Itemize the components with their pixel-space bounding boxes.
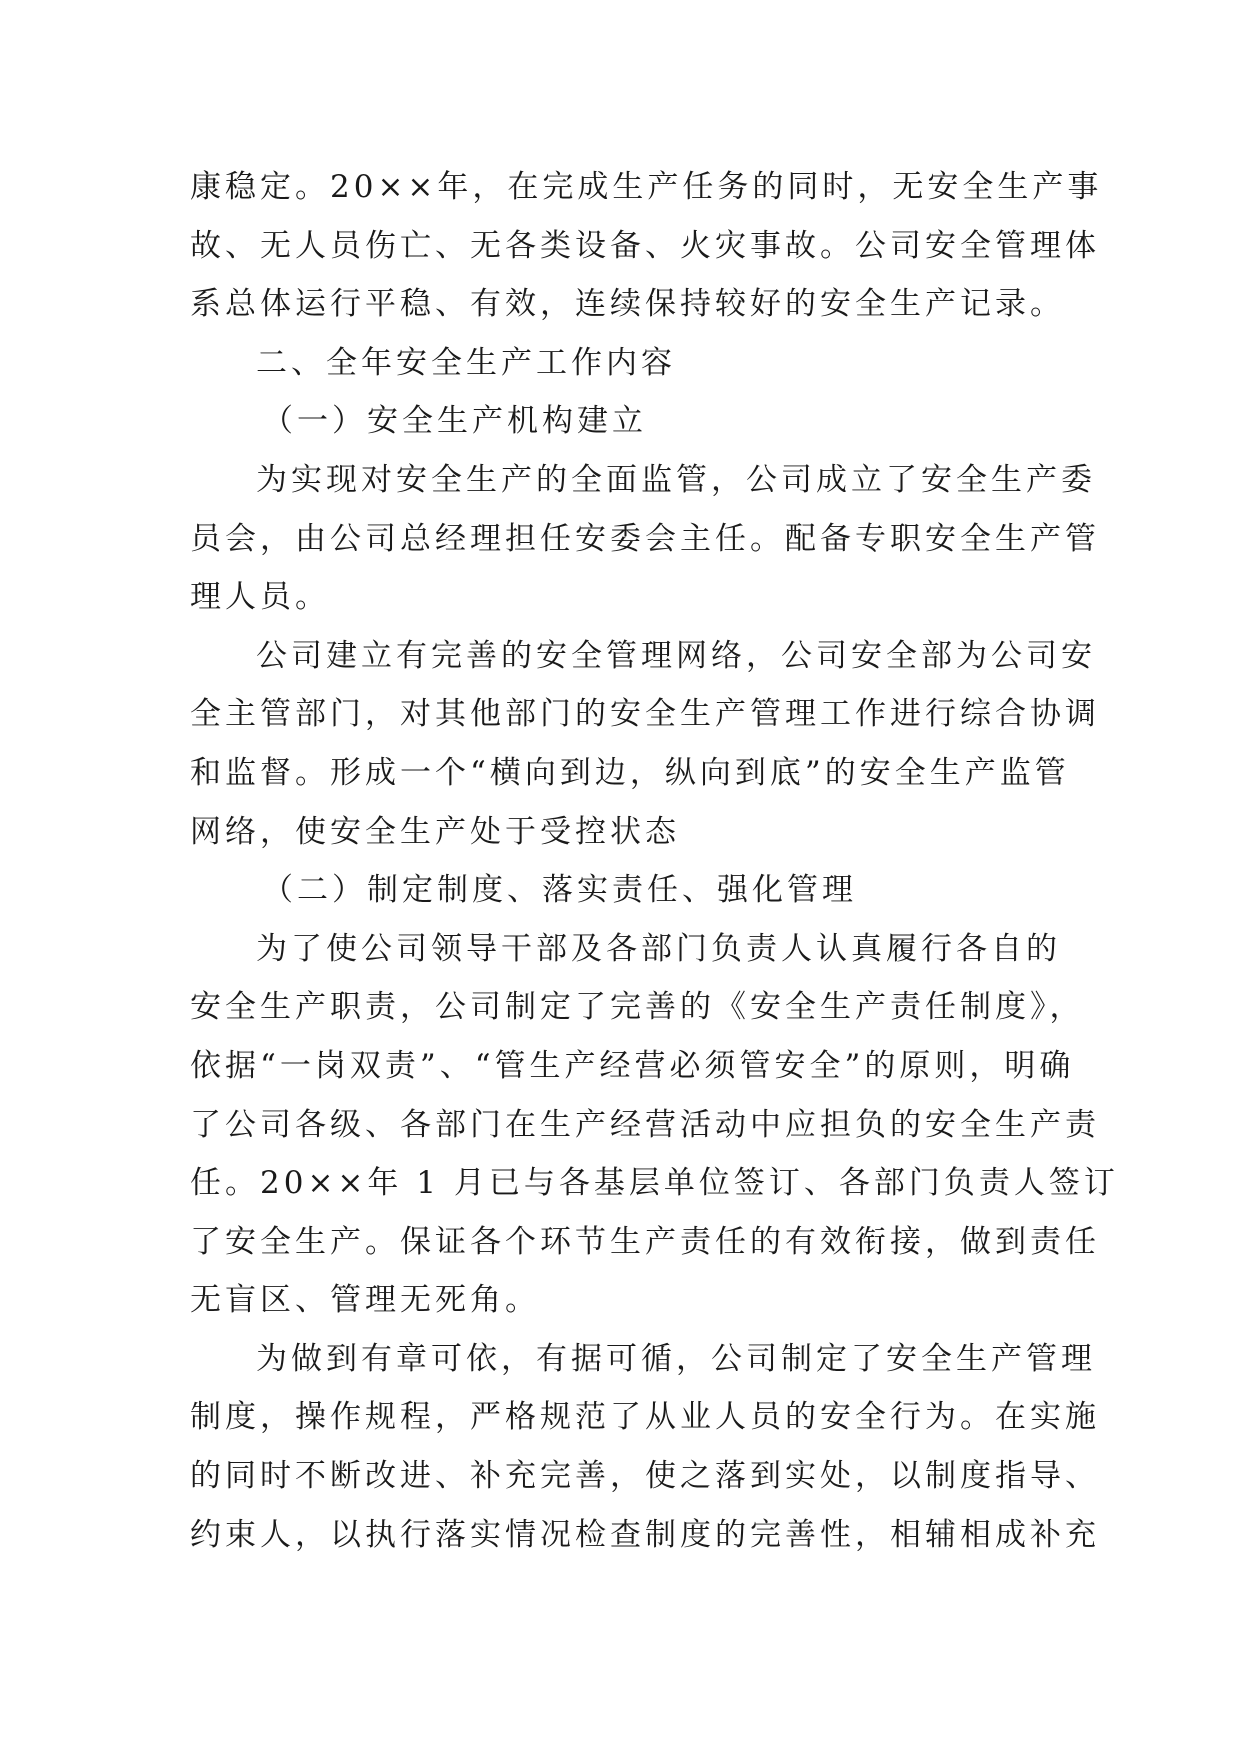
text-line: 和监督。形成一个“横向到边，纵向到底”的安全生产监管 xyxy=(190,754,1070,791)
text-line: 为实现对安全生产的全面监管，公司成立了安全生产委 xyxy=(256,461,1096,498)
document-body xyxy=(190,158,1119,1564)
text-line: 制度，操作规程，严格规范了从业人员的安全行为。在实施 xyxy=(190,1399,1100,1436)
text-line: 了公司各级、各部门在生产经营活动中应担负的安全生产责 xyxy=(190,1106,1100,1143)
text-line: 理人员。 xyxy=(190,579,330,616)
section-heading: 二、全年安全生产工作内容 xyxy=(256,344,676,381)
subsection-heading: （一）安全生产机构建立 xyxy=(262,403,647,440)
text-line: 公司建立有完善的安全管理网络，公司安全部为公司安 xyxy=(256,637,1096,674)
text-line: 系总体运行平稳、有效，连续保持较好的安全生产记录。 xyxy=(190,286,1065,323)
text-line: 任。20××年 1 月已与各基层单位签订、各部门负责人签订 xyxy=(190,1165,1119,1202)
text-line: 的同时不断改进、补充完善，使之落到实处，以制度指导、 xyxy=(190,1458,1100,1495)
text-line: 无盲区、管理无死角。 xyxy=(190,1282,540,1319)
text-line: 为了使公司领导干部及各部门负责人认真履行各自的 xyxy=(256,930,1061,967)
text-line: 员会，由公司总经理担任安委会主任。配备专职安全生产管 xyxy=(190,520,1100,557)
text-line: 安全生产职责，公司制定了完善的《安全生产责任制度》， xyxy=(190,989,1085,1026)
text-line: 为做到有章可依，有据可循，公司制定了安全生产管理 xyxy=(256,1340,1096,1377)
text-line: 全主管部门，对其他部门的安全生产管理工作进行综合协调 xyxy=(190,696,1100,733)
text-line: 故、无人员伤亡、无各类设备、火灾事故。公司安全管理体 xyxy=(190,227,1100,264)
text-line: 依据“一岗双责”、“管生产经营必须管安全”的原则，明确 xyxy=(190,1047,1075,1084)
text-line: 网络，使安全生产处于受控状态 xyxy=(190,813,680,850)
subsection-heading: （二）制定制度、落实责任、强化管理 xyxy=(262,872,857,909)
text-line: 了安全生产。保证各个环节生产责任的有效衔接，做到责任 xyxy=(190,1223,1100,1260)
text-line: 康稳定。20××年，在完成生产任务的同时，无安全生产事 xyxy=(190,169,1103,205)
text-line: 约束人，以执行落实情况检查制度的完善性，相辅相成补充 xyxy=(190,1516,1100,1553)
